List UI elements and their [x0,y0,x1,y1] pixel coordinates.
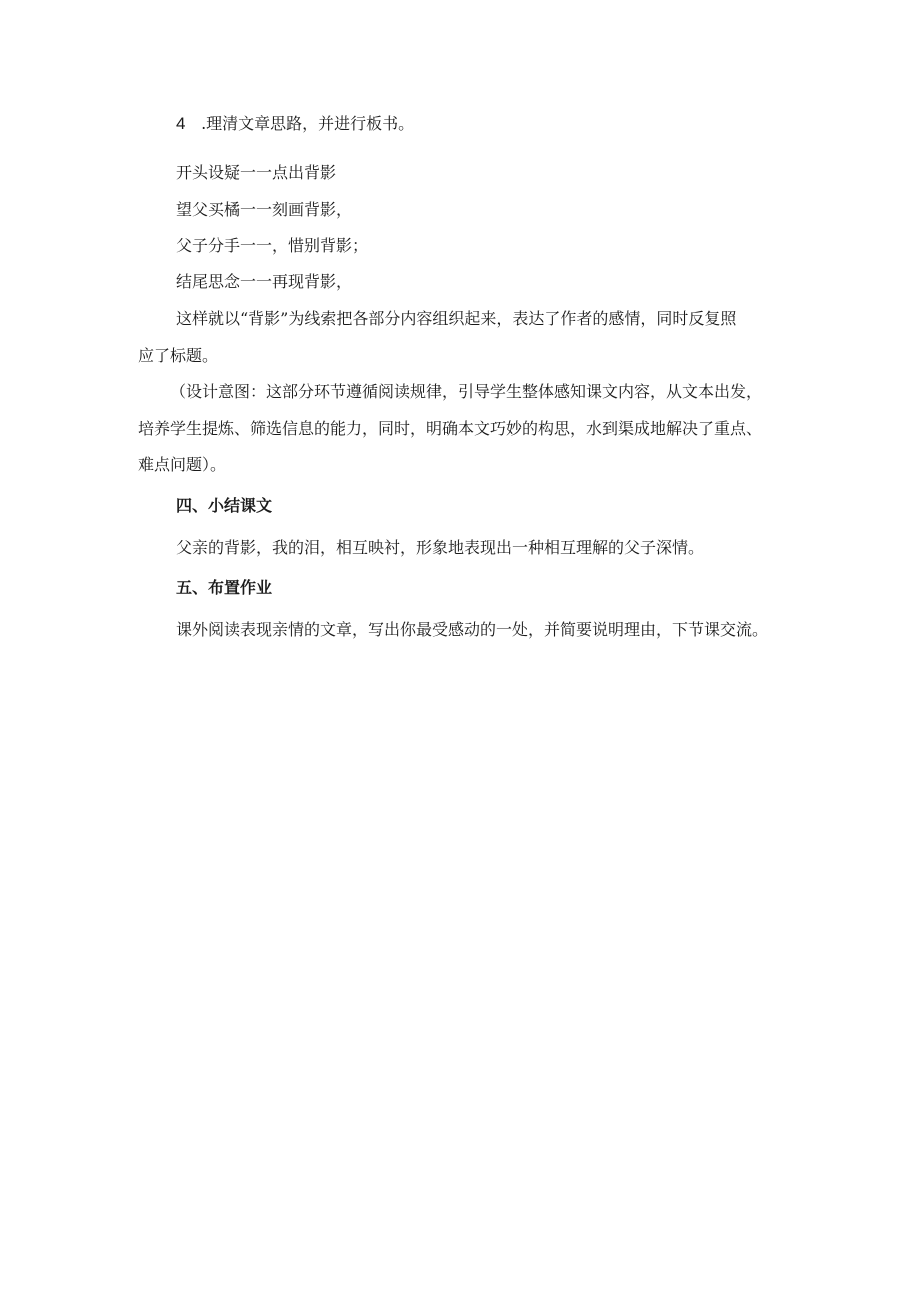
board-line-1: 开头设疑一一点出背影 [176,163,337,182]
list-item-text: .理清文章思路，并进行板书。 [201,114,415,133]
board-line-2: 望父买橘一一刻画背影， [176,200,353,219]
summary-paragraph-line-1: 这样就以“背影”为线索把各部分内容组织起来，表达了作者的感情，同时反复照 [176,309,737,328]
board-line-4: 结尾思念一一再现背影， [176,272,353,291]
list-number: 4 [176,114,186,133]
board-line-3: 父子分手一一，惜别背影； [176,236,369,255]
section-5-text: 课外阅读表现亲情的文章，写出你最受感动的一处，并简要说明理由，下节课交流。 [176,620,769,639]
section-4-text: 父亲的背影，我的泪，相互映衬，形象地表现出一种相互理解的父子深情。 [176,538,705,557]
summary-paragraph-line-2: 应了标题。 [138,346,219,365]
design-note-line-3: 难点问题）。 [138,455,227,474]
section-4-heading: 四、小结课文 [176,496,273,515]
design-note-line-2: 培养学生提炼、筛选信息的能力，同时，明确本文巧妙的构思，水到渠成地解决了重点、 [138,419,763,438]
design-note-line-1: （设计意图：这部分环节遵循阅读规律，引导学生整体感知课文内容，从文本出发， [170,382,763,401]
list-item-4 [176,114,414,134]
section-5-heading: 五、布置作业 [176,578,273,597]
